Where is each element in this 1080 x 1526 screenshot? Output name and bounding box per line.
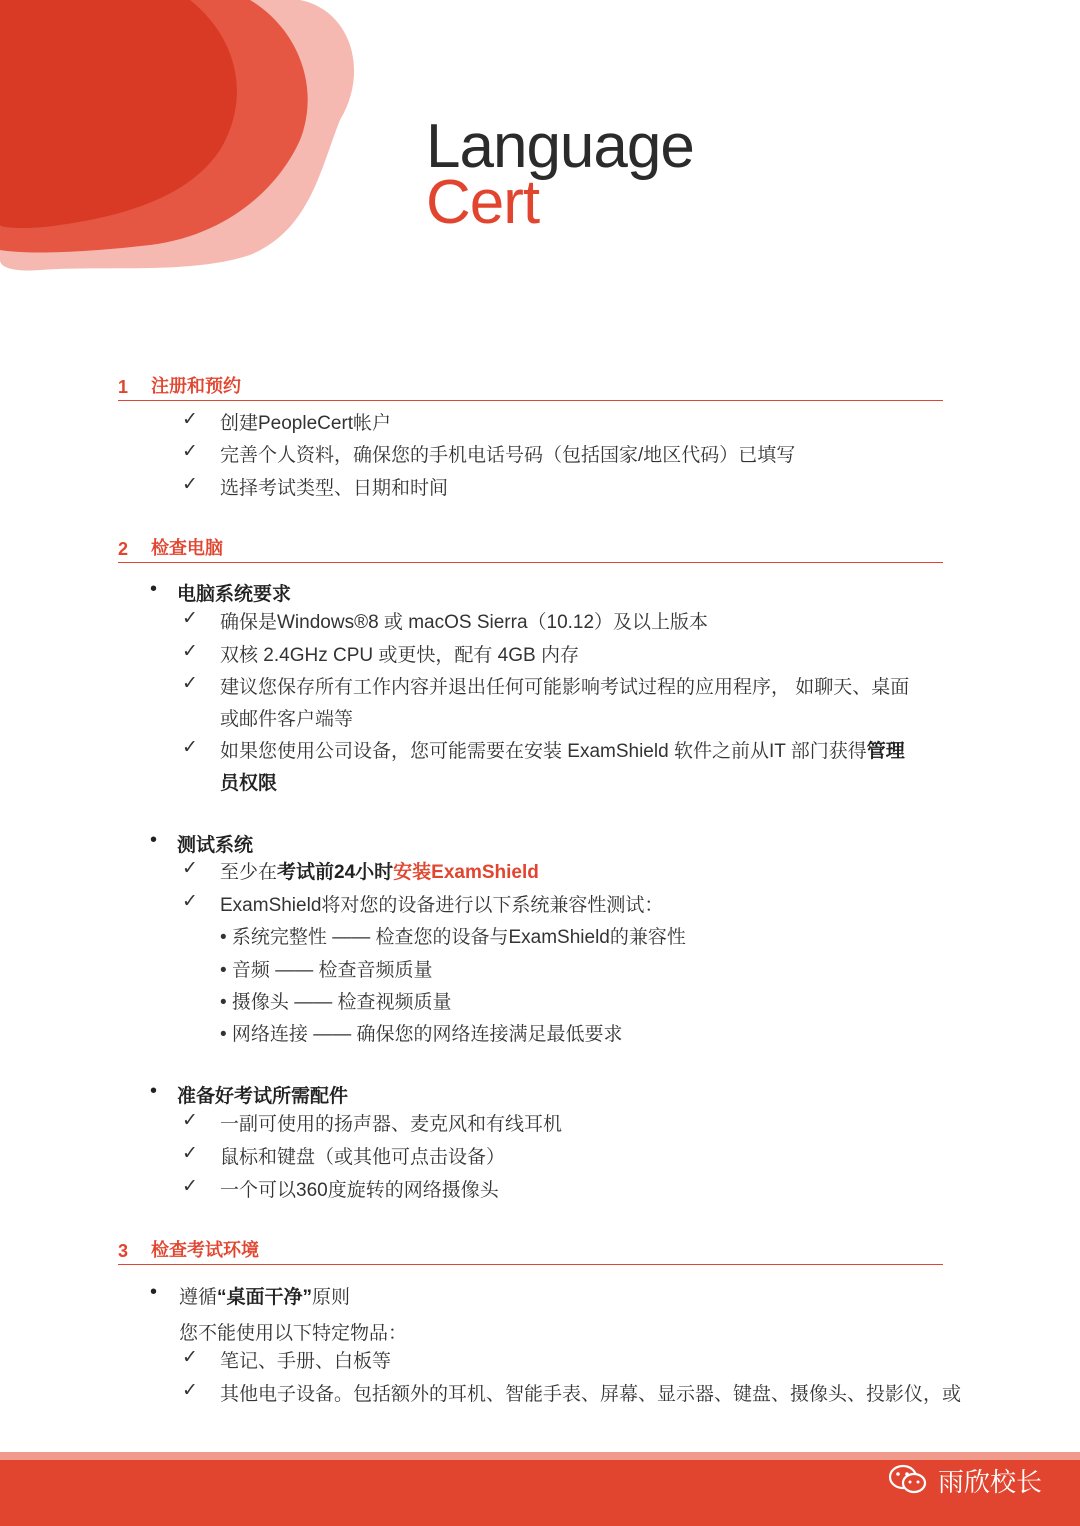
bold-text: 考试前24小时: [277, 862, 394, 883]
group-title: 准备好考试所需配件: [177, 1086, 349, 1107]
check-icon: ✓: [182, 1347, 198, 1368]
check-icon: ✓: [182, 737, 198, 758]
list-item: 确保是Windows®8 或 macOS Sierra（10.12）及以上版本: [220, 612, 709, 633]
section-2-header: [118, 532, 943, 563]
list-item: 一个可以360度旋转的网络摄像头: [220, 1180, 499, 1201]
list-item: 一副可使用的扬声器、麦克风和有线耳机: [220, 1114, 563, 1135]
text-segment: 如果您使用公司设备，您可能需要在安装 ExamShield 软件之前从IT 部门获得: [220, 741, 867, 762]
section-number: 2: [118, 539, 129, 559]
watermark-text: 雨欣校长: [937, 1466, 1042, 1497]
watermark: [888, 1460, 1042, 1500]
sub-item: • 系统完整性 —— 检查您的设备与ExamShield的兼容性: [220, 927, 686, 948]
section-1-header: [118, 370, 943, 401]
logo-line-2: Cert: [426, 168, 540, 237]
sub-item: • 音频 —— 检查音频质量: [220, 960, 433, 981]
sub-item: • 网络连接 —— 确保您的网络连接满足最低要求: [220, 1024, 623, 1045]
logo-line-1: Language: [426, 112, 694, 181]
check-icon: ✓: [182, 1380, 198, 1401]
header-shape-icon: [0, 0, 360, 290]
list-item: 创建PeopleCert帐户: [220, 413, 392, 434]
sub-item: • 摄像头 —— 检查视频质量: [220, 992, 452, 1013]
check-icon: ✓: [182, 1176, 198, 1197]
check-icon: ✓: [182, 474, 198, 495]
section-number: 1: [118, 377, 129, 397]
check-icon: ✓: [182, 608, 198, 629]
list-item: [220, 857, 539, 884]
footer-strip: [0, 1452, 1080, 1460]
wechat-icon: [888, 1464, 928, 1496]
check-icon: ✓: [182, 858, 198, 879]
section-title: 检查电脑: [151, 534, 225, 560]
section-title: 注册和预约: [151, 372, 243, 398]
bullet-icon: •: [150, 1080, 158, 1102]
bold-text: “桌面干净”: [217, 1287, 313, 1308]
list-item: 选择考试类型、日期和时间: [220, 478, 449, 499]
check-icon: ✓: [182, 1143, 198, 1164]
text-segment: 至少在: [220, 862, 278, 883]
bullet-icon: •: [150, 578, 158, 600]
list-item: ExamShield将对您的设备进行以下系统兼容性测试：: [220, 895, 664, 916]
check-icon: ✓: [182, 641, 198, 662]
group-title: 电脑系统要求: [177, 584, 292, 605]
list-item-continued: 或邮件客户端等: [220, 709, 354, 730]
list-item: 完善个人资料，确保您的手机电话号码（包括国家/地区代码）已填写: [220, 445, 796, 466]
bullet-icon: •: [150, 1281, 158, 1303]
text-segment: 原则: [312, 1287, 351, 1308]
list-item: 双核 2.4GHz CPU 或更快，配有 4GB 内存: [220, 645, 579, 666]
languagecert-logo: [426, 112, 694, 237]
text-segment: 遵循: [179, 1287, 218, 1308]
check-icon: ✓: [182, 441, 198, 462]
highlight-text: 安装ExamShield: [393, 862, 539, 883]
check-icon: ✓: [182, 891, 198, 912]
section-number: 3: [118, 1241, 129, 1261]
list-item: 笔记、手册、白板等: [220, 1351, 392, 1372]
note-text: 您不能使用以下特定物品：: [179, 1323, 408, 1344]
check-icon: ✓: [182, 673, 198, 694]
group-title: [179, 1282, 350, 1309]
list-item: 鼠标和键盘（或其他可点击设备）: [220, 1147, 506, 1168]
list-item-continued: 员权限: [220, 773, 278, 794]
section-3-header: [118, 1234, 943, 1265]
list-item: 其他电子设备。包括额外的耳机、智能手表、屏幕、显示器、键盘、摄像头、投影仪，或: [220, 1384, 962, 1405]
list-item: 建议您保存所有工作内容并退出任何可能影响考试过程的应用程序， 如聊天、桌面: [220, 677, 910, 698]
bold-text: 管理: [866, 741, 905, 762]
check-icon: ✓: [182, 409, 198, 430]
section-title: 检查考试环境: [151, 1236, 261, 1262]
bullet-icon: •: [150, 829, 158, 851]
check-icon: ✓: [182, 1110, 198, 1131]
group-title: 测试系统: [177, 835, 254, 856]
list-item: [220, 736, 905, 763]
